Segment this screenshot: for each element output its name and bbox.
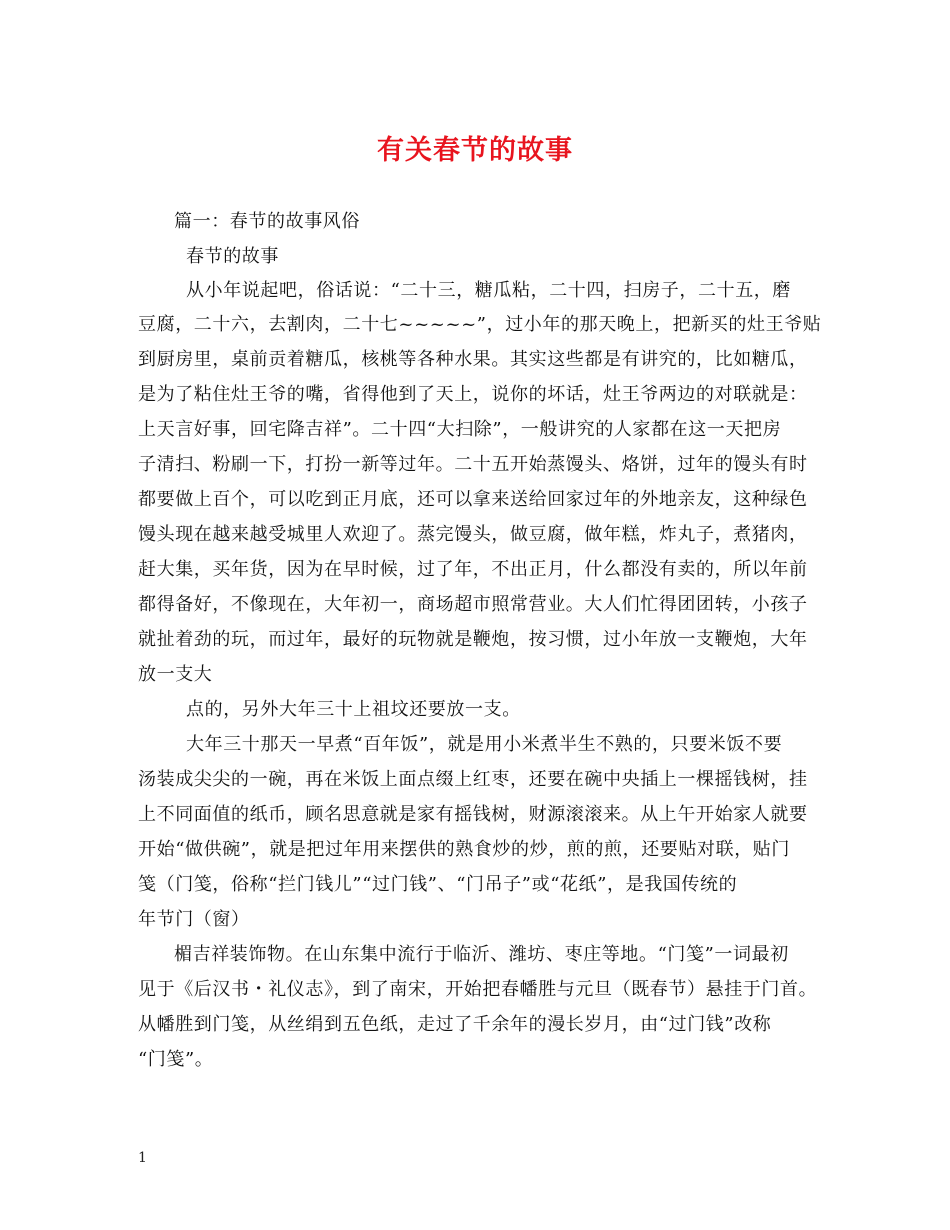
paragraph-line: 从幡胜到门笺，从丝绢到五色纸，走过了千余年的漫长岁月，由“过门钱”改称 [138, 1014, 772, 1035]
page-number: 1 [138, 1150, 147, 1166]
section-heading: 篇一：春节的故事风俗 [174, 211, 360, 232]
paragraph-line: 馒头现在越来越受城里人欢迎了。蒸完馒头，做豆腐，做年糕，炸丸子，煮猪肉， [138, 524, 808, 545]
paragraph-line: 都得备好，不像现在，大年初一，商场超市照常营业。大人们忙得团团转，小孩子 [138, 594, 808, 615]
paragraph-line: 就扯着劲的玩，而过年，最好的玩物就是鞭炮，按习惯，过小年放一支鞭炮，大年 [138, 629, 808, 650]
paragraph-line: 子清扫、粉刷一下，打扮一新等过年。二十五开始蒸馒头、烙饼，过年的馒头有时 [138, 454, 808, 475]
paragraph-line: 笺（门笺，俗称“拦门钱儿”“过门钱”、“门吊子”或“花纸”，是我国传统的 [138, 874, 738, 895]
paragraph-line: 上不同面值的纸币，顾名思意就是家有摇钱树，财源滚滚来。从上午开始家人就要 [138, 804, 808, 825]
paragraph-line: 开始“做供碗”，就是把过年用来摆供的熟食炒的炒，煎的煎，还要贴对联，贴门 [138, 839, 791, 860]
paragraph-line: 是为了粘住灶王爷的嘴，省得他到了天上，说你的坏话，灶王爷两边的对联就是： [138, 384, 808, 405]
paragraph-line: 点的，另外大年三十上祖坟还要放一支。 [186, 699, 521, 720]
paragraph-line: 赶大集，买年货，因为在早时候，过了年，不出正月，什么都没有卖的，所以年前 [138, 559, 808, 580]
document-title: 有关春节的故事 [377, 135, 573, 166]
paragraph-line: 到厨房里，桌前贡着糖瓜，核桃等各种水果。其实这些都是有讲究的，比如糖瓜， [138, 349, 808, 370]
paragraph-line: 从小年说起吧，俗话说：“二十三，糖瓜粘，二十四，扫房子，二十五，磨 [186, 280, 791, 301]
paragraph-line: 放一支大 [138, 664, 213, 685]
paragraph-line: 楣吉祥装饰物。在山东集中流行于临沂、潍坊、枣庄等地。“门笺”一词最初 [174, 944, 789, 965]
paragraph-line: “门笺”。 [138, 1049, 214, 1070]
subsection-heading: 春节的故事 [186, 246, 279, 267]
paragraph-line: 见于《后汉书・礼仪志》，到了南宋，开始把春幡胜与元旦（既春节）悬挂于门首。 [138, 979, 818, 1000]
paragraph-line: 汤装成尖尖的一碗，再在米饭上面点缀上红枣，还要在碗中央插上一棵摇钱树，挂 [138, 769, 808, 790]
paragraph-line: 年节门（窗） [138, 909, 250, 930]
paragraph-line: 都要做上百个，可以吃到正月底，还可以拿来送给回家过年的外地亲友，这种绿色 [138, 489, 808, 510]
paragraph-line: 上天言好事，回宅降吉祥”。二十四“大扫除”，一般讲究的人家都在这一天把房 [138, 419, 782, 440]
paragraph-line: 豆腐，二十六，去割肉，二十七~~~~~”，过小年的那天晚上，把新买的灶王爷贴 [138, 314, 822, 335]
paragraph-line: 大年三十那天一早煮“百年饭”，就是用小米煮半生不熟的，只要米饭不要 [186, 734, 783, 755]
